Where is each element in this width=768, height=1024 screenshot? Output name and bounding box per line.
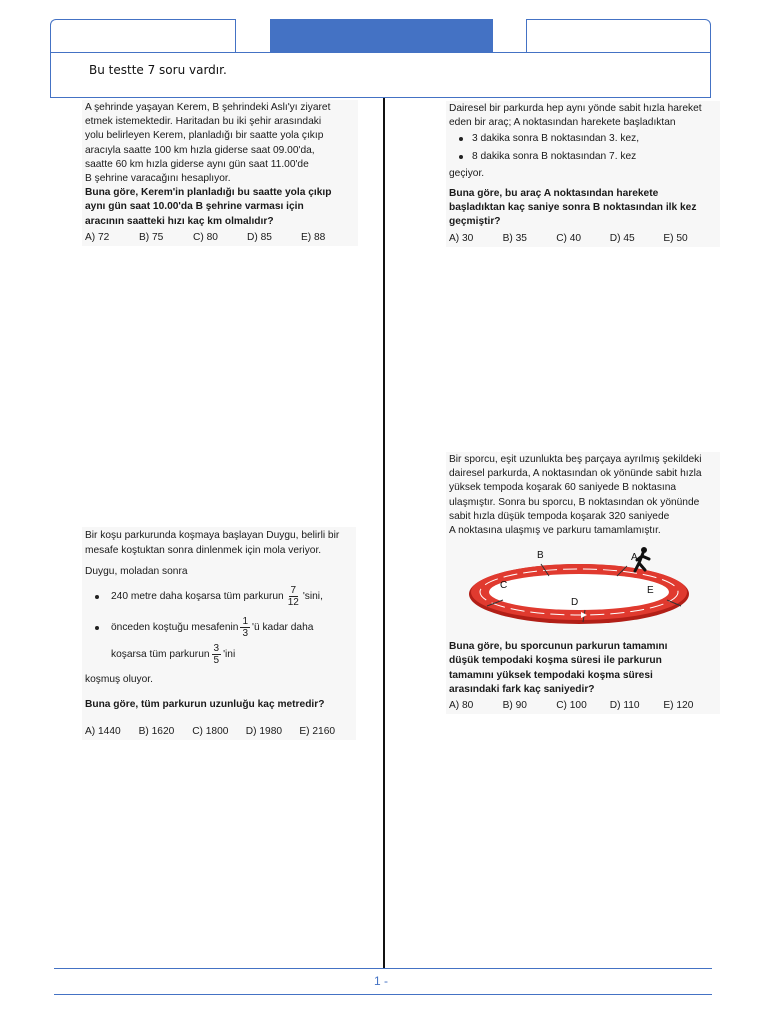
q3-option-e[interactable]: E) 2160 [299,726,336,737]
q3-option-d[interactable]: D) 1980 [245,726,283,737]
q2-bullet-text: 8 dakika sonra B noktasından 7. kez [472,150,637,162]
q3-bullet-2 [85,616,353,639]
q4-line: A noktasına ulaşmış ve parkuru tamamlamıştır. [449,525,661,537]
q1-options [85,231,355,245]
frac-num: 7 [290,585,297,596]
q2-question: başladıktan kaç saniye sonra B noktasından ilk kez [449,202,697,214]
bullet-icon [95,595,99,599]
q4-question: düşük tempodaki koşma süresi ile parkurun [449,655,662,667]
q2-option-c[interactable]: C) 40 [556,232,582,244]
q2-options [449,232,717,246]
q3-option-c[interactable]: C) 1800 [192,726,229,737]
q1-option-d[interactable]: D) 85 [247,231,272,243]
q1-line: B şehrine varacağını hesaplıyor. [85,173,231,185]
spacer [85,687,353,697]
q2-bullet-text: 3 dakika sonra B noktasından 3. kez, [472,133,640,145]
q4-question: tamamını yüksek tempodaki koşma süresi [449,669,653,681]
header-left-box [50,19,235,53]
q3-b2-suffix: 'ü kadar daha [252,622,314,633]
frac-num: 1 [242,616,248,627]
q3-b1-suffix: 'sini, [302,591,323,602]
q1-line: yolu belirleyen Kerem, planladığı bir saatte yola çıkıp [85,130,324,142]
question-3 [82,527,356,740]
q3-b3-text: koşarsa tüm parkurun [111,649,210,660]
track-label-d: D [571,597,579,609]
bullet-icon [95,626,99,630]
q2-bullet [459,132,717,146]
q3-b1-text: 240 metre daha koşarsa tüm parkurun [111,591,284,602]
track-infield [489,574,669,610]
q2-question: Buna göre, bu araç A noktasından harekete [449,188,659,200]
track-label-e: E [647,585,654,597]
fraction-3-5 [212,643,222,666]
q1-line: etmek istemektedir. Haritadan bu iki şehir arasındaki [85,116,322,128]
q4-option-e[interactable]: E) 120 [663,700,694,712]
bullet-icon [459,137,463,141]
q1-option-b[interactable]: B) 75 [139,231,164,243]
q4-option-c[interactable]: C) 100 [556,700,587,712]
question-2 [446,101,720,247]
q3-line: Bir koşu parkurunda koşmaya başlayan Duygu, belirli bir [85,530,340,541]
q4-line: dairesel parkurda, A noktasından ok yönünde sabit hızla [449,468,702,480]
q3-lead: Duygu, moladan sonra [85,566,188,577]
header-frame-right [710,52,711,98]
q1-question: aracının saatteki hızı kaç km olmalıdır? [85,215,274,227]
q2-option-d[interactable]: D) 45 [609,232,635,244]
q1-option-c[interactable]: C) 80 [193,231,218,243]
header-frame-left [50,52,51,98]
q1-line: saatte 60 km hızla giderse aynı gün saat 11.00'de [85,158,309,170]
q3-bullet-1 [85,585,353,608]
footer-rule-bottom [54,994,712,995]
fraction-7-12 [286,585,301,608]
q4-line: Bir sporcu, eşit uzunlukta beş parçaya ayrılmış şekildeki [449,454,702,465]
q4-option-a[interactable]: A) 80 [449,700,474,712]
q2-question: geçmiştir? [449,216,501,228]
q2-option-a[interactable]: A) 30 [449,232,474,244]
q3-options [85,724,353,739]
q3-option-a[interactable]: A) 1440 [85,726,121,737]
q3-b3-suffix: 'ini [223,649,236,660]
bullet-icon [459,155,463,159]
q1-line: aracıyla saatte 100 km hızla giderse saat 09.00'da, [85,144,315,156]
frac-den: 12 [287,597,299,608]
q4-option-b[interactable]: B) 90 [502,700,527,712]
header-center-box [270,19,493,53]
q1-option-e[interactable]: E) 88 [301,231,326,243]
question-1 [82,100,358,246]
q2-bullets [449,132,717,163]
q4-line: yüksek tempoda koşarak 60 saniyede B noktasına [449,482,677,494]
track-label-c: C [500,580,508,592]
fraction-1-3 [240,616,250,639]
q3-option-b[interactable]: B) 1620 [138,726,175,737]
q4-question: arasındaki fark kaç saniyedir? [449,683,595,695]
q2-bullet [459,150,717,164]
running-track-figure [467,544,693,632]
header-rule [50,52,711,53]
q4-line: ulaşmıştır. Sonra bu sporcu, B noktasından ok yönünde [449,496,700,508]
q4-question: Buna göre, bu sporcunun parkurun tamamını [449,641,668,653]
header-right-box [526,19,711,53]
q4-options [449,699,717,713]
q2-option-b[interactable]: B) 35 [502,232,527,244]
q3-line: mesafe koştuktan sonra dinlenmek için mola veriyor. [85,545,322,556]
q3-b2-text: önceden koştuğu mesafenin [111,622,239,633]
q1-question: Buna göre, Kerem'in planladığı bu saatte yola çıkıp [85,187,332,199]
q2-line: eden bir araç; A noktasından harekete başladıktan [449,117,676,129]
q3-after: koşmuş oluyor. [85,674,153,685]
q1-question: aynı gün saat 10.00'da B şehrine varması için [85,201,304,213]
q4-option-d[interactable]: D) 110 [609,700,640,712]
frac-den: 3 [242,628,248,639]
frac-num: 3 [213,643,220,654]
footer-rule-top [54,968,712,969]
q2-after: geçiyor. [449,167,485,179]
test-intro: Bu testte 7 soru vardır. [89,63,227,77]
track-label-a: A [631,552,638,564]
page-number: 1 - [374,974,389,988]
q2-option-e[interactable]: E) 50 [663,232,688,244]
header-frame-bottom [50,97,711,98]
question-4 [446,452,720,714]
track-label-b: B [537,550,544,562]
q1-line: A şehrinde yaşayan Kerem, B şehrindeki Aslı'yı ziyaret [85,102,331,113]
q4-line: sabit hızla düşük tempoda koşarak 320 saniyede [449,510,670,522]
q2-line: Dairesel bir parkurda hep aynı yönde sabit hızla hareket [449,103,702,114]
frac-den: 5 [213,655,220,666]
q1-option-a[interactable]: A) 72 [85,231,110,243]
column-divider [383,98,385,968]
q3-bullet-2-cont [111,643,353,666]
q3-question: Buna göre, tüm parkurun uzunluğu kaç metredir? [85,699,325,710]
